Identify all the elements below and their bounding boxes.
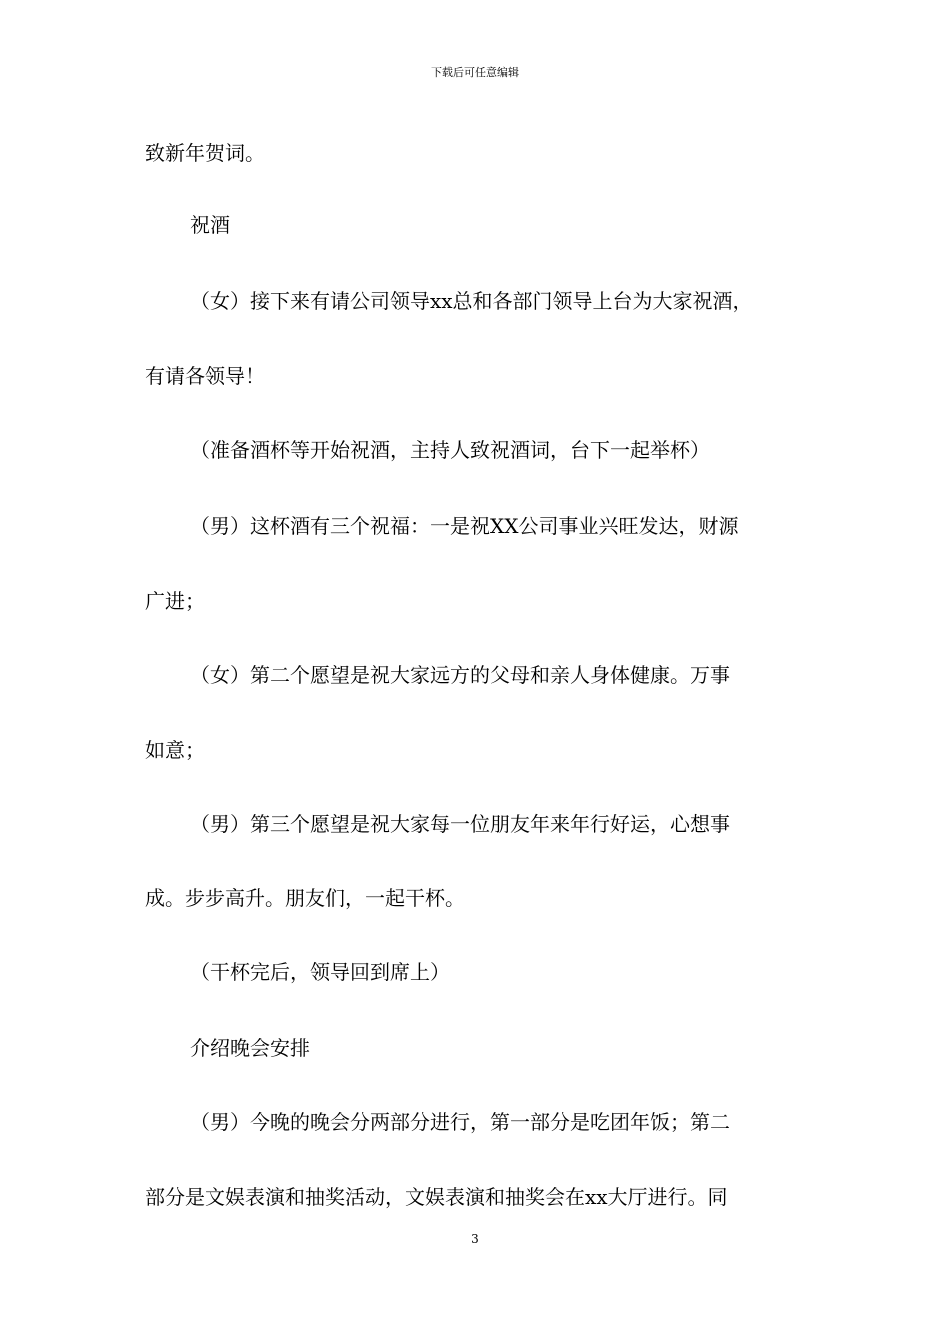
paragraph-line: 如意； <box>145 738 205 762</box>
page-number: 3 <box>471 1232 479 1246</box>
paragraph-line: （准备酒杯等开始祝酒，主持人致祝酒词，台下一起举杯） <box>190 438 710 462</box>
paragraph-line: 广进； <box>145 589 205 613</box>
paragraph-line: （女）第二个愿望是祝大家远方的父母和亲人身体健康。万事 <box>190 663 730 687</box>
paragraph-line: （男）这杯酒有三个祝福：一是祝XX公司事业兴旺发达，财源 <box>190 514 739 538</box>
section-heading: 祝酒 <box>190 213 230 237</box>
paragraph-line: （男）第三个愿望是祝大家每一位朋友年来年行好运，心想事 <box>190 812 730 836</box>
section-heading: 介绍晚会安排 <box>190 1036 310 1060</box>
paragraph-line: （干杯完后，领导回到席上） <box>190 960 450 984</box>
paragraph-line: 有请各领导！ <box>145 364 265 388</box>
page-header: 下载后可任意编辑 <box>431 66 519 79</box>
paragraph-line: 成。步步高升。朋友们，一起干杯。 <box>145 886 465 910</box>
paragraph-line: 致新年贺词。 <box>145 141 265 165</box>
paragraph-line: （女）接下来有请公司领导xx总和各部门领导上台为大家祝酒， <box>190 289 753 313</box>
paragraph-line: （男）今晚的晚会分两部分进行，第一部分是吃团年饭；第二 <box>190 1110 730 1134</box>
paragraph-line: 部分是文娱表演和抽奖活动，文娱表演和抽奖会在xx大厅进行。同 <box>145 1185 728 1209</box>
